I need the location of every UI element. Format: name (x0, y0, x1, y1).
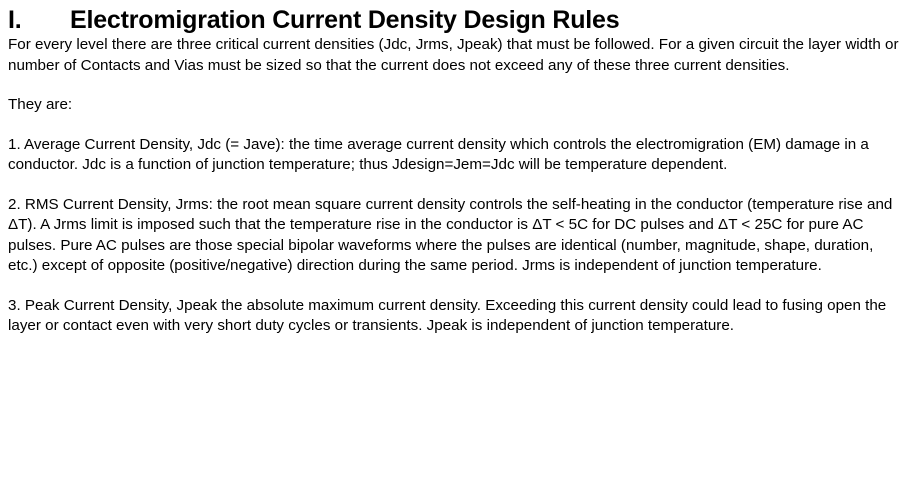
section-heading (0, 6, 919, 35)
document-page (0, 6, 919, 499)
section-number: I. (8, 6, 22, 34)
paragraph-item-1: 1. Average Current Density, Jdc (= Jave): the time average current density which controls the electromigration (EM) damage in a conductor. Jdc is a function of junction temperature; thus Jdesign=Jem=Jdc will be temperature dependent. (8, 135, 869, 173)
paragraph-intro: For every level there are three critical current densities (Jdc, Jrms, Jpeak) that must be followed. For a given circuit the layer width or number of Contacts and Vias must be sized so that the current does not exceed any of these three current densities. (8, 36, 899, 74)
paragraph-they-are: They are: (8, 96, 73, 113)
paragraph-item-3: 3. Peak Current Density, Jpeak the absolute maximum current density. Exceeding this current density could lead to fusing open the layer or contact even with very short duty cycles or transients. Jpeak is independent of junction temperature. (8, 296, 887, 334)
paragraph-item-2: 2. RMS Current Density, Jrms: the root mean square current density controls the self-heating in the conductor (temperature rise and ΔT). A Jrms limit is imposed such that the temperature rise in the conductor is ΔT < 5C for DC pulses and ΔT < 25C for pure AC pulses. Pure AC pulses are those special bipolar waveforms where the pulses are identical (number, magnitude, shape, duration, etc.) except of opposite (positive/negative) direction during the same period. Jrms is independent of junction temperature. (8, 195, 893, 274)
document-body (0, 35, 919, 337)
page-title: Electromigration Current Density Design Rules (70, 6, 620, 34)
